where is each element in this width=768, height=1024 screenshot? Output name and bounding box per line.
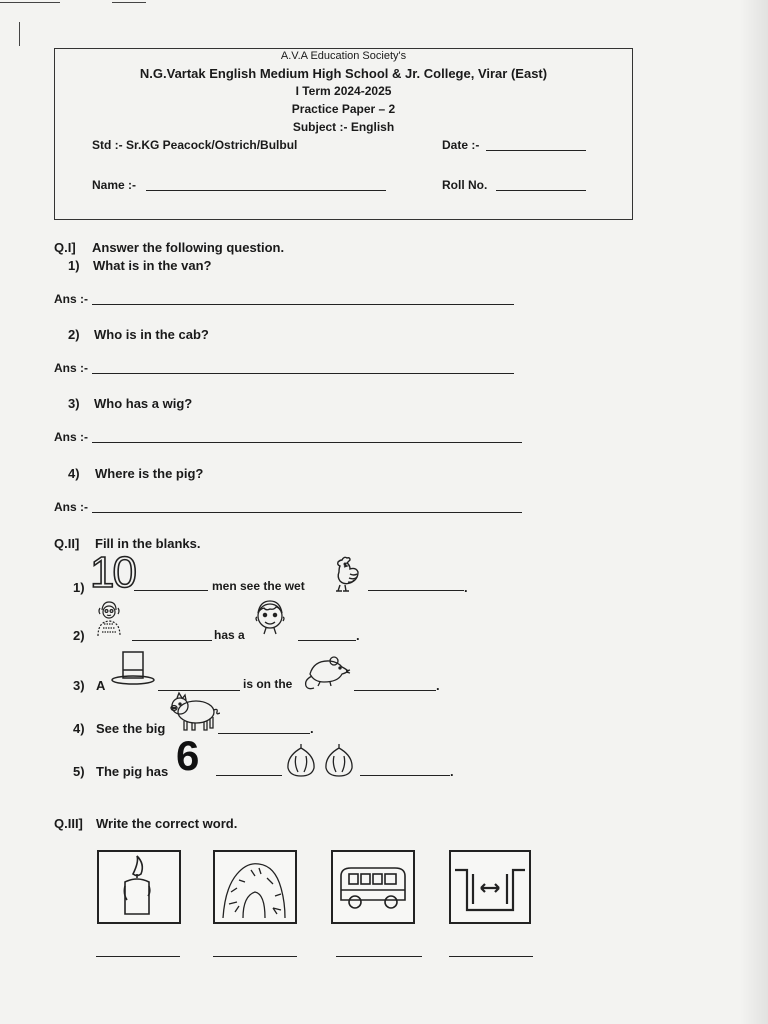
answer-line[interactable] (92, 373, 514, 374)
rat-icon (300, 652, 352, 692)
number-picture-ten: 10 (90, 548, 135, 597)
figs-icon (284, 740, 358, 778)
roll-field[interactable] (496, 190, 586, 191)
candle-icon (99, 852, 179, 922)
blank-number: 2) (73, 628, 85, 643)
answer-line[interactable] (336, 956, 422, 957)
answer-line[interactable] (449, 956, 533, 957)
blank-prefix: The pig has (96, 764, 169, 779)
cab-picture-box (449, 850, 531, 924)
blank-number: 5) (73, 764, 85, 779)
blank-line[interactable] (298, 640, 356, 641)
question-number: 3) (68, 396, 80, 411)
q1-title: Q.I] (54, 240, 76, 255)
blank-prefix: See the big (96, 721, 166, 736)
blank-text: men see the wet (212, 579, 305, 593)
ans-label: Ans :- (54, 361, 88, 375)
blank-number: 3) (73, 678, 85, 693)
number-picture-six: 6 (176, 732, 200, 779)
question-number: 2) (68, 327, 80, 342)
blank-number: 1) (73, 580, 85, 595)
name-field[interactable] (146, 190, 386, 191)
scan-mark (0, 2, 60, 3)
question-text: Who is in the cab? (94, 327, 209, 342)
question-text: Where is the pig? (95, 466, 204, 481)
blank-text: has a (214, 628, 245, 642)
q1-instruction: Answer the following question. (92, 240, 285, 255)
blank-end: . (464, 580, 468, 595)
blank-end: . (436, 678, 440, 693)
paper: Practice Paper – 2 (291, 102, 396, 116)
q2-title: Q.II] (54, 536, 80, 551)
blank-end: . (310, 721, 314, 736)
van-picture-box (331, 850, 415, 924)
q3-title: Q.III] (54, 816, 83, 831)
question-text: What is in the van? (93, 258, 212, 273)
scan-mark (19, 22, 20, 46)
question-text: Who has a wig? (94, 396, 193, 411)
std-label: Std :- Sr.KG Peacock/Ostrich/Bulbul (92, 138, 298, 152)
blank-text: is on the (243, 677, 293, 691)
pig-icon (168, 690, 220, 734)
answer-line[interactable] (92, 304, 514, 305)
question-number: 1) (68, 258, 80, 273)
blank-line[interactable] (132, 640, 212, 641)
question-number: 4) (68, 466, 80, 481)
name-label: Name :- (92, 178, 137, 192)
q3-instruction: Write the correct word. (96, 816, 238, 831)
cave-icon (215, 852, 295, 922)
blank-line[interactable] (218, 733, 310, 734)
boy-icon (252, 596, 288, 636)
answer-line[interactable] (92, 512, 522, 513)
q2-instruction: Fill in the blanks. (95, 536, 201, 551)
blank-end: . (356, 628, 360, 643)
blank-line[interactable] (216, 775, 282, 776)
blank-line[interactable] (368, 590, 464, 591)
subject: Subject :- English (292, 120, 395, 134)
cab-icon (451, 852, 529, 922)
blank-end: . (450, 764, 454, 779)
ans-label: Ans :- (54, 292, 88, 306)
blank-prefix: A (96, 678, 106, 693)
term: I Term 2024-2025 (295, 84, 392, 98)
answer-line[interactable] (92, 442, 522, 443)
blank-line[interactable] (354, 690, 436, 691)
blank-line[interactable] (360, 775, 450, 776)
scan-mark (112, 2, 146, 3)
answer-line[interactable] (96, 956, 180, 957)
date-label: Date :- (442, 138, 480, 152)
candle-picture-box (97, 850, 181, 924)
date-field[interactable] (486, 150, 586, 151)
man-with-wig-icon (94, 600, 124, 638)
hen-icon (322, 554, 362, 594)
roll-label: Roll No. (442, 178, 488, 192)
cave-picture-box (213, 850, 297, 924)
society-name: A.V.A Education Society's (280, 50, 407, 62)
ans-label: Ans :- (54, 500, 88, 514)
blank-line[interactable] (134, 590, 208, 591)
blank-number: 4) (73, 721, 85, 736)
page-edge-shadow (740, 0, 768, 1024)
answer-line[interactable] (213, 956, 297, 957)
ans-label: Ans :- (54, 430, 88, 444)
school-name: N.G.Vartak English Medium High School & Jr. College, Virar (East) (139, 66, 548, 81)
van-icon (333, 852, 413, 922)
hat-icon (110, 648, 156, 688)
